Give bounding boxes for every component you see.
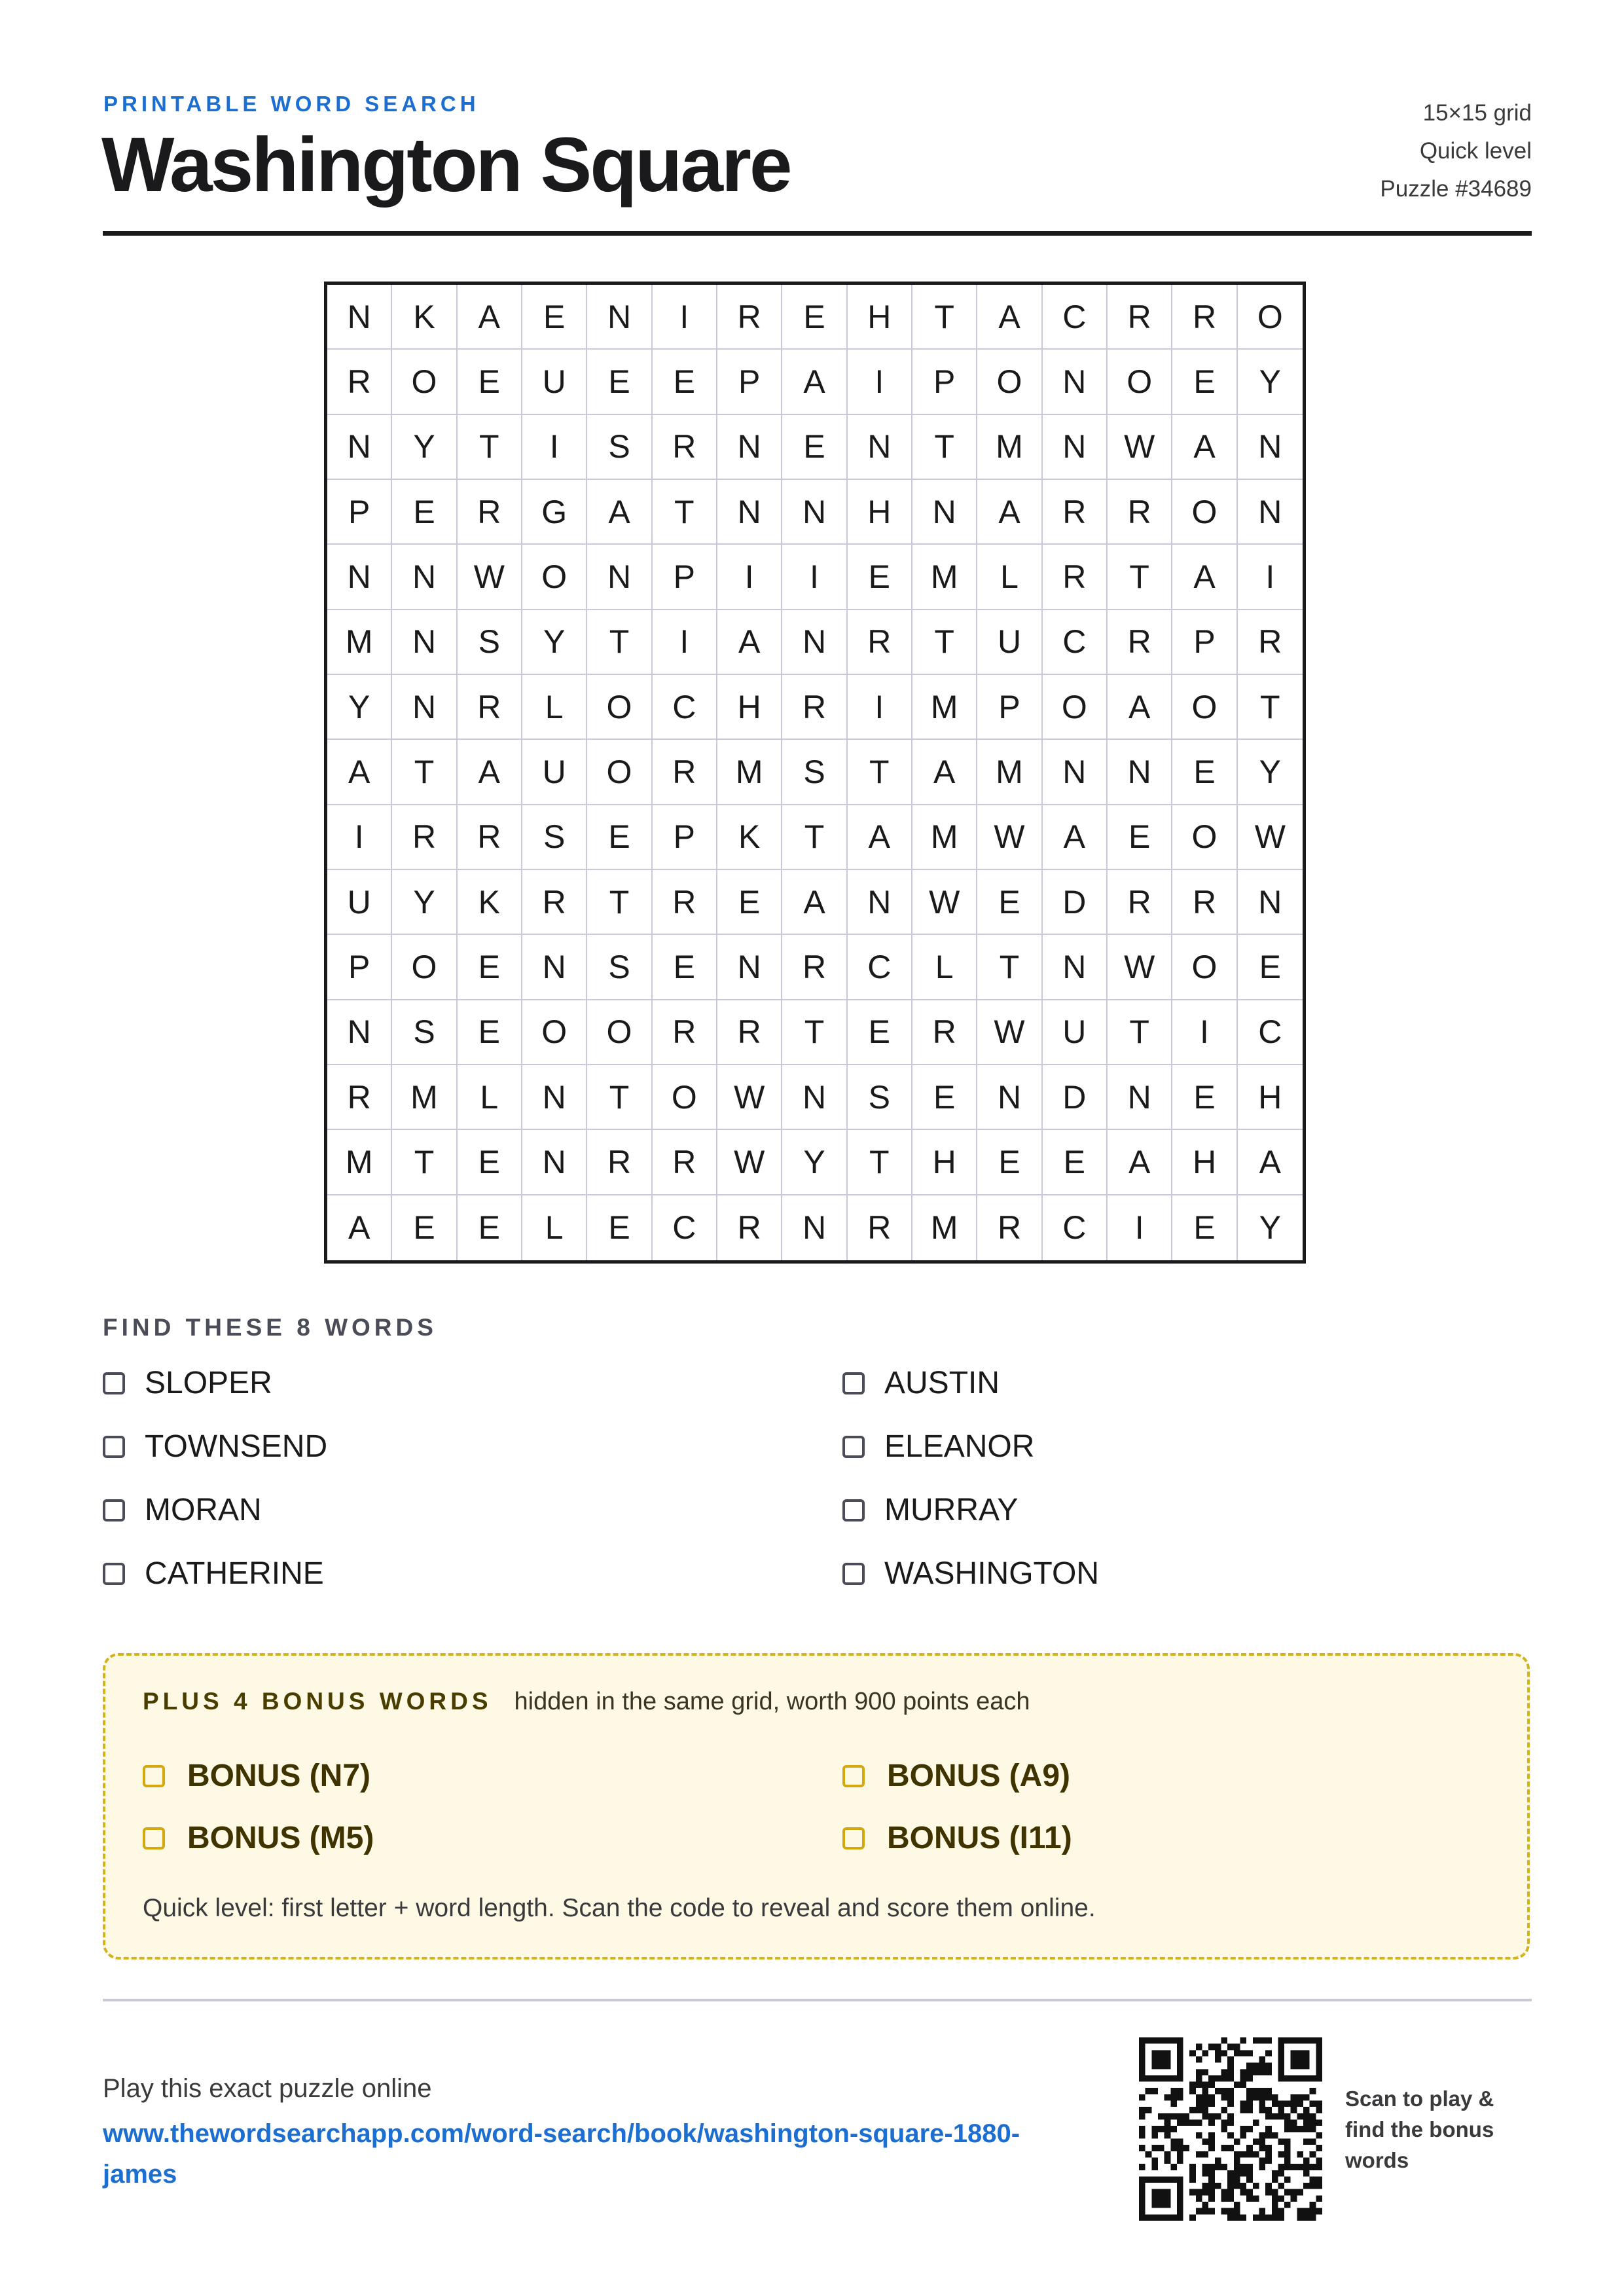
grid-cell[interactable]: T (653, 480, 717, 545)
grid-cell[interactable]: R (1043, 480, 1108, 545)
grid-cell[interactable]: E (458, 350, 522, 414)
bonus-word-item[interactable] (143, 1758, 370, 1794)
header-divider (103, 231, 1532, 236)
word-label: ELEANOR (884, 1429, 1035, 1464)
grid-cell[interactable]: E (848, 545, 912, 610)
grid-cell[interactable]: I (717, 545, 782, 610)
checkbox-icon[interactable] (103, 1499, 125, 1522)
grid-cell[interactable]: N (522, 935, 587, 1000)
grid-cell[interactable]: E (653, 935, 717, 1000)
grid-cell[interactable]: R (717, 1000, 782, 1065)
grid-cell[interactable]: E (458, 1000, 522, 1065)
grid-cell[interactable]: U (977, 610, 1042, 675)
grid-cell[interactable]: I (653, 610, 717, 675)
footer-divider (103, 1999, 1532, 2001)
grid-cell[interactable]: H (1172, 1130, 1237, 1195)
puzzle-number-label: Puzzle #34689 (1380, 176, 1532, 202)
grid-cell[interactable]: N (327, 545, 392, 610)
grid-cell[interactable]: R (1108, 870, 1172, 935)
grid-size-label: 15×15 grid (1422, 100, 1532, 126)
grid-cell[interactable]: R (717, 1195, 782, 1260)
grid-cell[interactable]: N (1238, 870, 1303, 935)
grid-cell[interactable]: M (977, 740, 1042, 805)
grid-cell[interactable]: R (1108, 480, 1172, 545)
grid-cell[interactable]: Y (392, 870, 457, 935)
grid-cell[interactable]: N (977, 1065, 1042, 1130)
grid-cell[interactable]: R (587, 1130, 652, 1195)
grid-cell[interactable]: M (327, 610, 392, 675)
grid-cell[interactable]: N (1238, 480, 1303, 545)
grid-cell[interactable]: O (977, 350, 1042, 414)
grid-cell[interactable]: S (392, 1000, 457, 1065)
grid-cell[interactable]: Y (1238, 350, 1303, 414)
grid-cell[interactable]: R (782, 675, 847, 740)
grid-cell[interactable]: A (1108, 675, 1172, 740)
grid-cell[interactable]: C (653, 1195, 717, 1260)
grid-cell[interactable]: E (458, 935, 522, 1000)
grid-cell[interactable]: P (977, 675, 1042, 740)
grid-cell[interactable]: U (327, 870, 392, 935)
grid-cell[interactable]: M (327, 1130, 392, 1195)
grid-cell[interactable]: W (717, 1130, 782, 1195)
grid-cell[interactable]: S (587, 415, 652, 480)
checkbox-icon[interactable] (103, 1372, 125, 1394)
bonus-word-item[interactable] (842, 1820, 1072, 1856)
grid-cell[interactable]: E (587, 350, 652, 414)
grid-cell[interactable]: E (1238, 935, 1303, 1000)
grid-cell[interactable]: W (1108, 415, 1172, 480)
grid-cell[interactable]: E (653, 350, 717, 414)
bonus-word-item[interactable] (842, 1758, 1070, 1794)
grid-cell[interactable]: M (912, 1195, 977, 1260)
grid-cell[interactable]: W (458, 545, 522, 610)
grid-cell[interactable]: O (587, 740, 652, 805)
grid-cell[interactable]: A (912, 740, 977, 805)
grid-cell[interactable]: Y (522, 610, 587, 675)
grid-cell[interactable]: U (1043, 1000, 1108, 1065)
grid-cell[interactable]: A (1172, 545, 1237, 610)
grid-cell[interactable]: E (1172, 350, 1237, 414)
checkbox-icon[interactable] (842, 1765, 865, 1787)
bonus-word-label: BONUS (N7) (187, 1758, 371, 1793)
grid-cell[interactable]: T (587, 1065, 652, 1130)
grid-cell[interactable]: L (458, 1065, 522, 1130)
grid-cell[interactable]: O (392, 935, 457, 1000)
grid-cell[interactable]: P (912, 350, 977, 414)
word-item[interactable] (103, 1429, 327, 1465)
page-title: Washington Square (101, 122, 791, 208)
grid-cell[interactable]: R (327, 1065, 392, 1130)
grid-cell[interactable]: N (782, 480, 847, 545)
grid-cell[interactable]: N (522, 1065, 587, 1130)
grid-cell[interactable]: W (1238, 805, 1303, 870)
grid-cell[interactable]: T (392, 740, 457, 805)
grid-cell[interactable]: O (1172, 480, 1237, 545)
grid-cell[interactable]: R (848, 1195, 912, 1260)
grid-cell[interactable]: C (1043, 285, 1108, 350)
grid-cell[interactable]: E (782, 285, 847, 350)
grid-cell[interactable]: P (327, 935, 392, 1000)
grid-cell[interactable]: N (1108, 1065, 1172, 1130)
grid-cell[interactable]: P (327, 480, 392, 545)
word-label: CATHERINE (145, 1556, 324, 1591)
puzzle-meta (1380, 94, 1532, 208)
letter-grid (324, 282, 1306, 1264)
grid-cell[interactable]: N (1238, 415, 1303, 480)
grid-cell[interactable]: C (1238, 1000, 1303, 1065)
bonus-subtitle: hidden in the same grid, worth 900 points each (514, 1688, 1030, 1715)
grid-cell[interactable]: W (912, 870, 977, 935)
grid-cell[interactable]: P (1172, 610, 1237, 675)
grid-cell[interactable]: I (653, 285, 717, 350)
checkbox-icon[interactable] (842, 1436, 865, 1458)
grid-cell[interactable]: N (587, 545, 652, 610)
word-item[interactable] (842, 1365, 1000, 1401)
grid-cell[interactable]: A (782, 350, 847, 414)
grid-cell[interactable]: N (327, 285, 392, 350)
grid-cell[interactable]: R (327, 350, 392, 414)
grid-cell[interactable]: D (1043, 870, 1108, 935)
grid-cell[interactable]: O (1043, 675, 1108, 740)
grid-cell[interactable]: K (392, 285, 457, 350)
grid-cell[interactable]: E (1043, 1130, 1108, 1195)
play-online-label: Play this exact puzzle online (103, 2074, 432, 2103)
grid-cell[interactable]: N (522, 1130, 587, 1195)
grid-cell[interactable]: W (1108, 935, 1172, 1000)
grid-cell[interactable]: E (522, 285, 587, 350)
grid-cell[interactable]: I (1238, 545, 1303, 610)
grid-cell[interactable]: R (392, 805, 457, 870)
grid-cell[interactable]: N (587, 285, 652, 350)
grid-cell[interactable]: R (522, 870, 587, 935)
checkbox-icon[interactable] (143, 1765, 165, 1787)
grid-cell[interactable]: R (653, 870, 717, 935)
grid-cell[interactable]: C (1043, 1195, 1108, 1260)
grid-cell[interactable]: R (458, 805, 522, 870)
word-label: TOWNSEND (145, 1429, 328, 1464)
word-label: SLOPER (145, 1366, 272, 1400)
grid-cell[interactable]: A (1172, 415, 1237, 480)
grid-cell[interactable]: C (653, 675, 717, 740)
grid-cell[interactable]: N (912, 480, 977, 545)
word-item[interactable] (103, 1492, 262, 1528)
grid-cell[interactable]: M (912, 675, 977, 740)
grid-cell[interactable]: A (848, 805, 912, 870)
grid-cell[interactable]: O (587, 1000, 652, 1065)
grid-cell[interactable]: O (522, 1000, 587, 1065)
grid-cell[interactable]: A (587, 480, 652, 545)
grid-cell[interactable]: W (717, 1065, 782, 1130)
grid-cell[interactable]: E (977, 1130, 1042, 1195)
grid-cell[interactable]: E (717, 870, 782, 935)
grid-cell[interactable]: E (912, 1065, 977, 1130)
grid-cell[interactable]: T (587, 610, 652, 675)
grid-cell[interactable]: A (782, 870, 847, 935)
grid-cell[interactable]: R (653, 1130, 717, 1195)
grid-cell[interactable]: R (1172, 285, 1237, 350)
grid-cell[interactable]: S (587, 935, 652, 1000)
checkbox-icon[interactable] (842, 1372, 865, 1394)
bonus-word-label: BONUS (A9) (887, 1758, 1071, 1793)
grid-cell[interactable]: N (782, 610, 847, 675)
grid-cell[interactable]: N (392, 675, 457, 740)
grid-cell[interactable]: R (1238, 610, 1303, 675)
grid-cell[interactable]: S (458, 610, 522, 675)
level-label: Quick level (1419, 138, 1532, 164)
grid-cell[interactable]: O (1172, 805, 1237, 870)
grid-cell[interactable]: S (848, 1065, 912, 1130)
bonus-word-label: BONUS (I11) (887, 1821, 1072, 1855)
grid-cell[interactable]: G (522, 480, 587, 545)
grid-cell[interactable]: T (587, 870, 652, 935)
grid-cell[interactable]: L (522, 1195, 587, 1260)
grid-cell[interactable]: A (977, 480, 1042, 545)
grid-cell[interactable]: N (1043, 740, 1108, 805)
grid-cell[interactable]: S (782, 740, 847, 805)
grid-cell[interactable]: N (848, 415, 912, 480)
grid-cell[interactable]: T (782, 805, 847, 870)
grid-cell[interactable]: W (977, 805, 1042, 870)
grid-cell[interactable]: E (782, 415, 847, 480)
grid-cell[interactable]: N (717, 935, 782, 1000)
grid-cell[interactable]: R (848, 610, 912, 675)
grid-cell[interactable]: I (848, 350, 912, 414)
grid-cell[interactable]: T (1238, 675, 1303, 740)
word-item[interactable] (103, 1556, 324, 1592)
bonus-note: Quick level: first letter + word length. Scan the code to reveal and score them online. (143, 1894, 1096, 1922)
grid-cell[interactable]: T (977, 935, 1042, 1000)
grid-cell[interactable]: E (1172, 1195, 1237, 1260)
grid-cell[interactable]: Y (1259, 1209, 1281, 1247)
word-label: AUSTIN (884, 1366, 1000, 1400)
grid-cell[interactable]: O (587, 675, 652, 740)
grid-cell[interactable]: I (1108, 1195, 1172, 1260)
grid-cell[interactable]: I (327, 805, 392, 870)
checkbox-icon[interactable] (842, 1499, 865, 1522)
grid-cell[interactable]: A (327, 740, 392, 805)
grid-cell[interactable]: R (1172, 870, 1237, 935)
checkbox-icon[interactable] (103, 1563, 125, 1585)
word-label: WASHINGTON (884, 1556, 1100, 1591)
grid-cell[interactable]: C (848, 935, 912, 1000)
grid-cell[interactable]: W (977, 1000, 1042, 1065)
grid-cell[interactable]: Y (327, 675, 392, 740)
grid-cell[interactable]: A (458, 740, 522, 805)
checkbox-icon[interactable] (103, 1436, 125, 1458)
grid-cell[interactable]: E (392, 1195, 457, 1260)
grid-cell[interactable]: T (912, 285, 977, 350)
grid-cell[interactable]: S (522, 805, 587, 870)
grid-cell[interactable]: I (782, 545, 847, 610)
grid-cell[interactable]: M (912, 805, 977, 870)
grid-cell[interactable]: H (848, 285, 912, 350)
word-label: MURRAY (884, 1493, 1019, 1527)
grid-cell[interactable]: E (458, 1195, 522, 1260)
word-list (103, 1365, 1100, 1627)
grid-cell[interactable]: P (653, 545, 717, 610)
grid-cell[interactable]: O (1238, 285, 1303, 350)
grid-cell[interactable]: D (1043, 1065, 1108, 1130)
grid-cell[interactable]: H (848, 480, 912, 545)
word-label: MORAN (145, 1493, 262, 1527)
grid-cell[interactable]: U (522, 350, 587, 414)
grid-cell[interactable]: T (912, 610, 977, 675)
grid-cell[interactable]: E (587, 1195, 652, 1260)
grid-cell[interactable]: R (1108, 610, 1172, 675)
grid-cell[interactable]: A (1108, 1130, 1172, 1195)
grid-cell[interactable]: E (1172, 740, 1237, 805)
puzzle-link[interactable]: www.thewordsearchapp.com/word-search/book/washington-square-1880-james (103, 2119, 1020, 2189)
grid-cell[interactable]: N (392, 545, 457, 610)
grid-cell[interactable]: M (977, 415, 1042, 480)
grid-cell[interactable]: R (1108, 285, 1172, 350)
grid-cell[interactable]: M (717, 740, 782, 805)
grid-cell[interactable]: A (1043, 805, 1108, 870)
bonus-word-item[interactable] (143, 1820, 374, 1856)
grid-cell[interactable]: T (392, 1130, 457, 1195)
grid-cell[interactable]: N (782, 1065, 847, 1130)
grid-cell[interactable]: N (782, 1195, 847, 1260)
word-item[interactable] (103, 1365, 272, 1401)
grid-cell[interactable]: N (1043, 350, 1108, 414)
grid-cell[interactable]: E (848, 1000, 912, 1065)
word-item[interactable] (842, 1556, 1099, 1592)
grid-cell[interactable]: R (653, 1000, 717, 1065)
grid-cell[interactable]: H (1238, 1065, 1303, 1130)
grid-cell[interactable]: L (522, 675, 587, 740)
grid-cell[interactable]: R (977, 1195, 1042, 1260)
bonus-header (143, 1688, 1030, 1716)
grid-cell[interactable]: E (587, 805, 652, 870)
grid-cell[interactable]: N (1043, 935, 1108, 1000)
grid-cell[interactable]: I (522, 415, 587, 480)
grid-cell[interactable]: T (912, 415, 977, 480)
grid-cell[interactable]: A (458, 285, 522, 350)
grid-cell[interactable]: T (848, 740, 912, 805)
grid-cell[interactable]: I (1172, 1000, 1237, 1065)
grid-cell[interactable]: T (1108, 545, 1172, 610)
grid-cell[interactable]: P (653, 805, 717, 870)
grid-cell[interactable]: Y (782, 1130, 847, 1195)
grid-cell[interactable]: R (458, 675, 522, 740)
grid-cell[interactable]: H (717, 675, 782, 740)
grid-cell[interactable]: N (327, 1000, 392, 1065)
grid-cell[interactable]: O (1108, 350, 1172, 414)
grid-cell[interactable]: N (717, 415, 782, 480)
scan-instructions: Scan to play & find the bonus words (1345, 2086, 1494, 2172)
grid-cell[interactable]: O (392, 350, 457, 414)
grid-cell[interactable]: Y (392, 415, 457, 480)
grid-cell[interactable]: L (912, 935, 977, 1000)
grid-cell[interactable]: T (458, 415, 522, 480)
grid-cell[interactable]: O (653, 1065, 717, 1130)
word-item[interactable] (842, 1492, 1018, 1528)
grid-cell[interactable]: N (1108, 740, 1172, 805)
grid-cell[interactable]: E (458, 1130, 522, 1195)
grid-cell[interactable]: T (1108, 1000, 1172, 1065)
grid-cell[interactable]: K (717, 805, 782, 870)
grid-cell[interactable]: E (1172, 1065, 1237, 1130)
grid-cell[interactable]: C (1043, 610, 1108, 675)
grid-cell[interactable]: A (977, 285, 1042, 350)
word-list-title: FIND THESE 8 WORDS (103, 1314, 437, 1341)
grid-cell[interactable]: R (717, 285, 782, 350)
grid-cell[interactable]: M (392, 1065, 457, 1130)
grid-cell[interactable]: R (782, 935, 847, 1000)
bonus-title: PLUS 4 BONUS WORDS (143, 1688, 492, 1715)
grid-cell[interactable]: N (1043, 415, 1108, 480)
grid-cell[interactable]: O (522, 545, 587, 610)
checkbox-icon[interactable] (842, 1827, 865, 1850)
grid-cell[interactable]: U (522, 740, 587, 805)
grid-cell[interactable]: T (848, 1130, 912, 1195)
grid-cell[interactable]: E (1108, 805, 1172, 870)
grid-cell[interactable]: A (1238, 1130, 1303, 1195)
checkbox-icon[interactable] (143, 1827, 165, 1850)
word-item[interactable] (842, 1429, 1034, 1465)
grid-cell[interactable]: R (912, 1000, 977, 1065)
grid-cell[interactable]: H (912, 1130, 977, 1195)
grid-cell[interactable]: R (1043, 545, 1108, 610)
grid-cell[interactable]: R (653, 415, 717, 480)
checkbox-icon[interactable] (842, 1563, 865, 1585)
eyebrow-label: PRINTABLE WORD SEARCH (103, 92, 480, 116)
grid-cell[interactable]: I (848, 675, 912, 740)
grid-cell[interactable]: O (1172, 675, 1237, 740)
grid-cell[interactable]: E (977, 870, 1042, 935)
grid-cell[interactable]: M (912, 545, 977, 610)
grid-cell[interactable]: N (392, 610, 457, 675)
qr-code-icon[interactable] (1139, 2037, 1322, 2221)
grid-cell[interactable]: Y (1238, 740, 1303, 805)
grid-cell[interactable]: E (392, 480, 457, 545)
bonus-word-label: BONUS (M5) (187, 1821, 374, 1855)
grid-cell[interactable]: L (977, 545, 1042, 610)
grid-cell[interactable]: R (653, 740, 717, 805)
grid-cell[interactable]: N (848, 870, 912, 935)
grid-cell[interactable]: N (327, 415, 392, 480)
grid-cell[interactable]: R (458, 480, 522, 545)
grid-cell[interactable]: A (327, 1195, 392, 1260)
grid-cell[interactable]: N (717, 480, 782, 545)
grid-cell[interactable]: O (1172, 935, 1237, 1000)
grid-cell[interactable]: K (458, 870, 522, 935)
grid-cell[interactable]: T (782, 1000, 847, 1065)
grid-cell[interactable]: P (717, 350, 782, 414)
grid-cell[interactable]: A (717, 610, 782, 675)
